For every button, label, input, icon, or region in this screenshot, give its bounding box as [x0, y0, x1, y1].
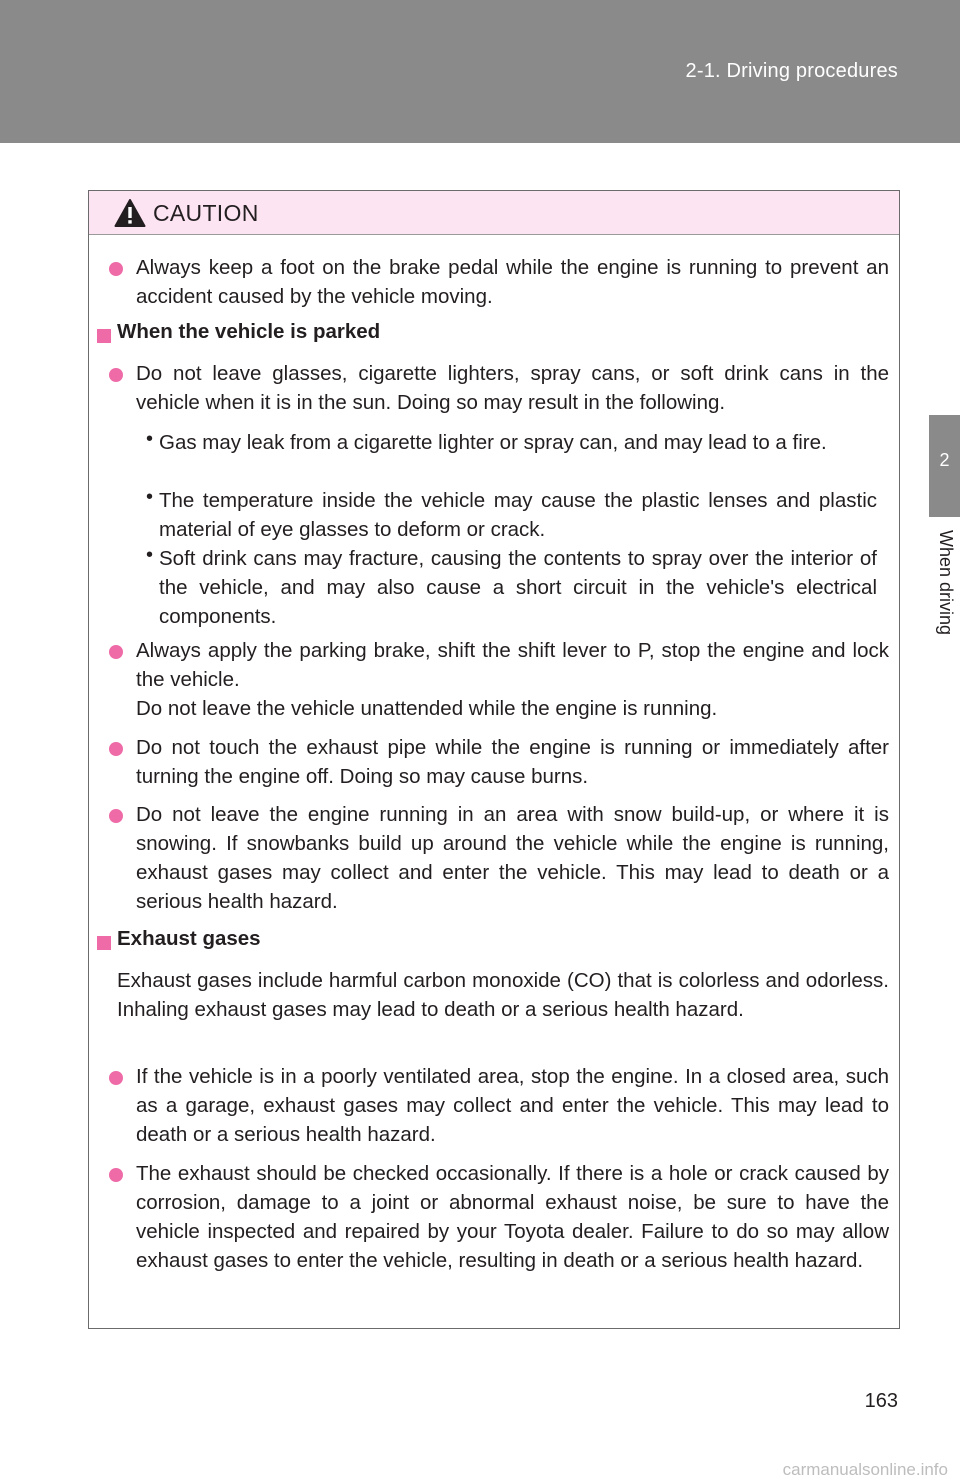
caution-item: Do not touch the exhaust pipe while the engine is running or immediately after turning the engine off. Doing so may cause burns. [136, 736, 889, 788]
page-number: 163 [864, 1390, 898, 1412]
watermark: carmanualsonline.info [782, 1460, 948, 1479]
bullet-icon [109, 1168, 123, 1182]
caution-item: Do not leave glasses, cigarette lighters, spray cans, or soft drink cans in the vehicle when it is in the sun. Doing so may result in the following. [136, 362, 889, 414]
caution-subitem: Soft drink cans may fracture, causing the contents to spray over the interior of the vehicle, and may also cause a short circuit in the vehicle's electrical components. [159, 547, 877, 628]
bullet-icon [109, 262, 123, 276]
caution-item: If the vehicle is in a poorly ventilated area, stop the engine. In a closed area, such as a garage, exhaust gases may collect and enter the vehicle. This may lead to death or a serious health hazard. [136, 1065, 889, 1146]
chapter-label-text: When driving [936, 530, 956, 636]
sub-bullet-icon: • [146, 486, 154, 508]
caution-header [89, 191, 899, 235]
caution-paragraph: Exhaust gases include harmful carbon monoxide (CO) that is colorless and odorless. Inhaling exhaust gases may lead to death or a serious health hazard. [117, 969, 889, 1021]
bullet-icon [109, 742, 123, 756]
bullet-icon [109, 645, 123, 659]
bullet-icon [109, 809, 123, 823]
section-marker-icon [97, 936, 111, 950]
caution-item: Always apply the parking brake, shift the shift lever to P, stop the engine and lock the vehicle. [136, 639, 889, 691]
chapter-label [934, 530, 956, 670]
caution-item: Always keep a foot on the brake pedal while the engine is running to prevent an accident caused by the vehicle moving. [136, 256, 889, 308]
subheading: Exhaust gases [117, 927, 261, 950]
caution-item-continued: Do not leave the vehicle unattended while the engine is running. [136, 697, 718, 720]
bullet-icon [109, 368, 123, 382]
subheading: When the vehicle is parked [117, 320, 381, 343]
bullet-icon [109, 1071, 123, 1085]
section-marker-icon [97, 329, 111, 343]
caution-subitem: Gas may leak from a cigarette lighter or spray can, and may lead to a fire. [159, 431, 827, 454]
caution-subitem: The temperature inside the vehicle may cause the plastic lenses and plastic material of eye glasses to deform or crack. [159, 489, 877, 541]
side-tab-strip [929, 143, 960, 1484]
caution-title: CAUTION [153, 200, 259, 226]
caution-item: The exhaust should be checked occasionally. If there is a hole or crack caused by corrosion, damage to a joint or abnormal exhaust noise, be sure to have the vehicle inspected and repaired by your Toyota dealer. Failure to do so may allow exhaust gases to enter the vehicle, resulting in death or a serious health hazard. [136, 1162, 889, 1272]
sub-bullet-icon: • [146, 428, 154, 450]
section-title: 2-1. Driving procedures [685, 60, 898, 82]
warning-triangle-icon [114, 198, 146, 228]
chapter-number: 2 [939, 450, 950, 470]
caution-item: Do not leave the engine running in an area with snow build-up, or where it is snowing. If snowbanks build up around the vehicle while the engine is running, exhaust gases may collect and enter the vehicle. This may lead to death or a serious health hazard. [136, 803, 889, 913]
sub-bullet-icon: • [146, 544, 154, 566]
caution-box [88, 190, 900, 1329]
